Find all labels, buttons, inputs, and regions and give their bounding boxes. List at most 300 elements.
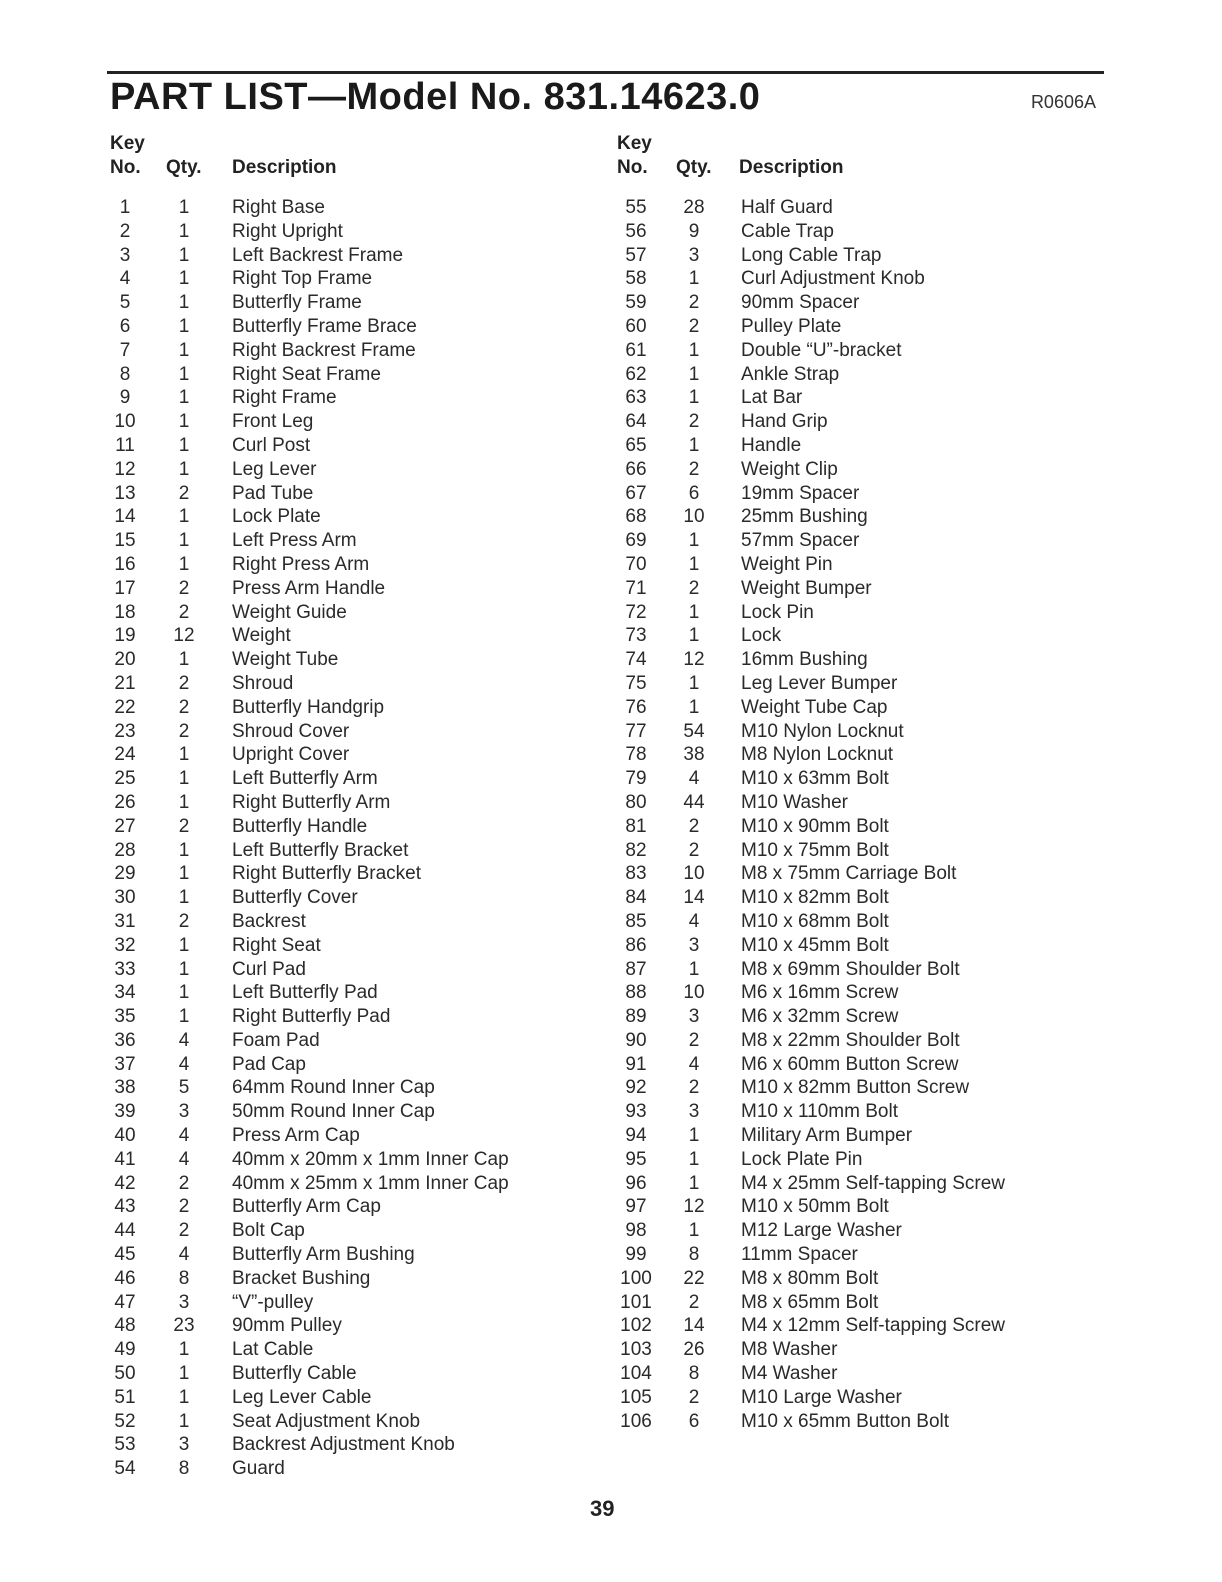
part-description: Long Cable Trap bbox=[741, 244, 882, 266]
part-key-no: 52 bbox=[114, 1410, 136, 1432]
part-key-no: 5 bbox=[119, 292, 131, 314]
part-qty: 1 bbox=[688, 1125, 700, 1147]
part-key-no: 73 bbox=[625, 625, 647, 647]
part-qty: 2 bbox=[688, 458, 700, 480]
no-header-label: No. bbox=[110, 157, 141, 178]
part-description: 64mm Round Inner Cap bbox=[232, 1077, 435, 1099]
part-description: M12 Large Washer bbox=[741, 1220, 902, 1242]
part-key-no: 35 bbox=[114, 1006, 136, 1028]
part-qty: 8 bbox=[178, 1267, 190, 1289]
part-qty: 5 bbox=[178, 1077, 190, 1099]
part-description: Double “U”-bracket bbox=[741, 339, 902, 361]
part-description: “V”-pulley bbox=[232, 1291, 314, 1313]
part-key-no: 55 bbox=[625, 197, 647, 218]
part-qty: 2 bbox=[688, 815, 700, 837]
part-key-no: 48 bbox=[114, 1315, 136, 1337]
part-key-no: 72 bbox=[625, 601, 647, 623]
part-key-no: 104 bbox=[620, 1363, 652, 1385]
part-description: Left Butterfly Pad bbox=[232, 982, 378, 1004]
part-key-no: 38 bbox=[114, 1077, 136, 1099]
part-key-no: 28 bbox=[114, 839, 136, 861]
part-key-no: 51 bbox=[114, 1386, 136, 1408]
part-key-no: 4 bbox=[119, 268, 131, 290]
part-qty: 2 bbox=[178, 601, 190, 623]
part-qty: 6 bbox=[688, 1410, 700, 1432]
part-key-no: 103 bbox=[620, 1339, 652, 1361]
part-qty: 1 bbox=[688, 958, 700, 980]
part-description: M10 x 65mm Button Bolt bbox=[741, 1410, 950, 1432]
part-key-no: 79 bbox=[625, 768, 647, 790]
part-description: Seat Adjustment Knob bbox=[232, 1410, 421, 1432]
part-description: M8 Nylon Locknut bbox=[741, 744, 894, 766]
part-description: Right Backrest Frame bbox=[232, 339, 416, 361]
part-description: M10 Nylon Locknut bbox=[741, 720, 904, 742]
part-description: Butterfly Handle bbox=[232, 815, 368, 837]
part-key-no: 37 bbox=[114, 1053, 136, 1075]
part-key-no: 16 bbox=[114, 553, 136, 575]
part-description: Left Butterfly Bracket bbox=[232, 839, 409, 861]
part-qty: 4 bbox=[178, 1053, 190, 1075]
part-qty: 3 bbox=[688, 1101, 700, 1123]
part-description: Foam Pad bbox=[232, 1029, 320, 1051]
part-key-no: 27 bbox=[114, 815, 136, 837]
part-qty: 4 bbox=[178, 1029, 190, 1051]
part-description: Upright Cover bbox=[232, 744, 350, 766]
part-key-no: 6 bbox=[119, 315, 131, 337]
part-description: 40mm x 20mm x 1mm Inner Cap bbox=[232, 1148, 509, 1170]
part-description: M8 x 69mm Shoulder Bolt bbox=[741, 958, 960, 980]
part-description: Weight Bumper bbox=[741, 577, 872, 599]
part-qty: 1 bbox=[178, 530, 190, 552]
part-description: M10 Washer bbox=[741, 791, 848, 813]
part-key-no: 67 bbox=[625, 482, 647, 504]
part-description: Weight Tube bbox=[232, 649, 339, 671]
qty-header: Qty. bbox=[166, 157, 202, 178]
part-description: M8 x 80mm Bolt bbox=[741, 1267, 879, 1289]
part-qty: 1 bbox=[178, 411, 190, 433]
part-description: Lock bbox=[741, 625, 782, 647]
part-qty: 10 bbox=[683, 982, 705, 1004]
part-qty: 14 bbox=[683, 887, 705, 909]
part-key-no: 17 bbox=[114, 577, 136, 599]
part-description: Right Top Frame bbox=[232, 268, 373, 290]
part-description: Lock Plate Pin bbox=[741, 1148, 863, 1170]
part-description: Military Arm Bumper bbox=[741, 1125, 913, 1147]
part-description: Butterfly Cable bbox=[232, 1363, 357, 1385]
part-qty: 1 bbox=[178, 268, 190, 290]
part-key-no: 87 bbox=[625, 958, 647, 980]
part-qty: 1 bbox=[178, 1363, 190, 1385]
part-qty: 2 bbox=[688, 1291, 700, 1313]
part-description: Press Arm Cap bbox=[232, 1125, 360, 1147]
part-qty: 2 bbox=[178, 815, 190, 837]
part-qty: 1 bbox=[178, 839, 190, 861]
part-description: Backrest Adjustment Knob bbox=[232, 1434, 455, 1456]
part-key-no: 96 bbox=[625, 1172, 647, 1194]
part-description: Curl Post bbox=[232, 434, 311, 456]
key-header-label: Key bbox=[617, 133, 652, 154]
part-key-no: 74 bbox=[625, 649, 647, 671]
part-key-no: 68 bbox=[625, 506, 647, 528]
part-key-no: 71 bbox=[625, 577, 647, 599]
part-description: Right Seat Frame bbox=[232, 363, 381, 385]
part-description: Curl Pad bbox=[232, 958, 306, 980]
part-key-no: 2 bbox=[119, 220, 131, 242]
part-key-no: 10 bbox=[114, 411, 136, 433]
part-qty: 1 bbox=[178, 197, 190, 218]
part-description: M10 x 82mm Bolt bbox=[741, 887, 889, 909]
part-key-no: 101 bbox=[620, 1291, 652, 1313]
part-key-no: 62 bbox=[625, 363, 647, 385]
part-qty: 10 bbox=[683, 506, 705, 528]
part-qty: 1 bbox=[688, 530, 700, 552]
part-key-no: 70 bbox=[625, 553, 647, 575]
part-description: Butterfly Frame Brace bbox=[232, 315, 417, 337]
part-qty: 1 bbox=[688, 1148, 700, 1170]
part-description: Shroud Cover bbox=[232, 720, 350, 742]
part-description: Right Frame bbox=[232, 387, 337, 409]
part-qty: 2 bbox=[688, 292, 700, 314]
part-qty: 1 bbox=[688, 601, 700, 623]
part-qty: 1 bbox=[688, 387, 700, 409]
part-qty: 28 bbox=[683, 197, 705, 218]
part-description: Butterfly Frame bbox=[232, 292, 362, 314]
part-qty: 1 bbox=[178, 1339, 190, 1361]
part-key-no: 85 bbox=[625, 910, 647, 932]
part-key-no: 34 bbox=[114, 982, 136, 1004]
part-description: Lat Cable bbox=[232, 1339, 314, 1361]
part-qty: 8 bbox=[688, 1363, 700, 1385]
part-key-no: 83 bbox=[625, 863, 647, 885]
part-description: Front Leg bbox=[232, 411, 314, 433]
part-qty: 1 bbox=[178, 292, 190, 314]
part-qty: 1 bbox=[178, 220, 190, 242]
description-header: Description bbox=[739, 157, 844, 178]
part-key-no: 20 bbox=[114, 649, 136, 671]
part-key-no: 13 bbox=[114, 482, 136, 504]
part-qty: 1 bbox=[178, 387, 190, 409]
part-qty: 2 bbox=[688, 1386, 700, 1408]
part-description: Right Base bbox=[232, 197, 325, 218]
part-qty: 1 bbox=[178, 934, 190, 956]
part-qty: 14 bbox=[683, 1315, 705, 1337]
part-description: 90mm Pulley bbox=[232, 1315, 342, 1337]
part-key-no: 54 bbox=[114, 1458, 136, 1480]
part-qty: 8 bbox=[688, 1244, 700, 1266]
part-key-no: 9 bbox=[119, 387, 131, 409]
part-qty: 10 bbox=[683, 863, 705, 885]
part-key-no: 15 bbox=[114, 530, 136, 552]
part-description: 25mm Bushing bbox=[741, 506, 868, 528]
part-qty: 3 bbox=[688, 1006, 700, 1028]
part-key-no: 100 bbox=[620, 1267, 652, 1289]
part-key-no: 43 bbox=[114, 1196, 136, 1218]
part-description: Handle bbox=[741, 434, 802, 456]
part-qty: 1 bbox=[178, 339, 190, 361]
part-description: Shroud bbox=[232, 672, 294, 694]
part-qty: 2 bbox=[178, 720, 190, 742]
part-qty: 2 bbox=[178, 672, 190, 694]
part-key-no: 66 bbox=[625, 458, 647, 480]
part-description: Butterfly Arm Bushing bbox=[232, 1244, 415, 1266]
part-key-no: 90 bbox=[625, 1029, 647, 1051]
part-qty: 1 bbox=[178, 744, 190, 766]
part-qty: 9 bbox=[688, 220, 700, 242]
part-qty: 6 bbox=[688, 482, 700, 504]
part-key-no: 41 bbox=[114, 1148, 136, 1170]
part-description: Weight Guide bbox=[232, 601, 347, 623]
part-description: Right Butterfly Arm bbox=[232, 791, 391, 813]
part-qty: 3 bbox=[178, 1291, 190, 1313]
part-key-no: 78 bbox=[625, 744, 647, 766]
part-description: M8 x 75mm Carriage Bolt bbox=[741, 863, 957, 885]
part-key-no: 94 bbox=[625, 1125, 647, 1147]
part-qty: 4 bbox=[688, 1053, 700, 1075]
part-description: Butterfly Cover bbox=[232, 887, 358, 909]
part-qty: 8 bbox=[178, 1458, 190, 1480]
part-key-no: 69 bbox=[625, 530, 647, 552]
part-qty: 1 bbox=[688, 1172, 700, 1194]
part-qty: 26 bbox=[683, 1339, 705, 1361]
part-key-no: 11 bbox=[115, 434, 135, 456]
part-description: M10 x 90mm Bolt bbox=[741, 815, 889, 837]
part-key-no: 29 bbox=[114, 863, 136, 885]
part-description: Leg Lever Bumper bbox=[741, 672, 898, 694]
part-qty: 1 bbox=[178, 982, 190, 1004]
part-description: 19mm Spacer bbox=[741, 482, 860, 504]
part-description: Right Press Arm bbox=[232, 553, 370, 575]
part-key-no: 80 bbox=[625, 791, 647, 813]
part-key-no: 24 bbox=[114, 744, 136, 766]
part-key-no: 32 bbox=[114, 934, 136, 956]
key-no-header bbox=[617, 132, 652, 180]
part-qty: 4 bbox=[178, 1125, 190, 1147]
part-description: M8 x 65mm Bolt bbox=[741, 1291, 879, 1313]
key-header-label: Key bbox=[110, 133, 145, 154]
part-qty: 1 bbox=[178, 553, 190, 575]
part-description: Butterfly Handgrip bbox=[232, 696, 385, 718]
part-description: M6 x 16mm Screw bbox=[741, 982, 899, 1004]
part-description: M10 x 45mm Bolt bbox=[741, 934, 889, 956]
part-key-no: 30 bbox=[114, 887, 136, 909]
part-qty: 2 bbox=[688, 1029, 700, 1051]
part-description: M10 x 82mm Button Screw bbox=[741, 1077, 970, 1099]
part-key-no: 45 bbox=[114, 1244, 136, 1266]
part-key-no: 25 bbox=[114, 768, 136, 790]
part-description: Weight Pin bbox=[741, 553, 833, 575]
part-key-no: 49 bbox=[114, 1339, 136, 1361]
part-description: Press Arm Handle bbox=[232, 577, 386, 599]
part-qty: 1 bbox=[178, 434, 190, 456]
part-qty: 12 bbox=[173, 625, 195, 647]
part-qty: 4 bbox=[178, 1244, 190, 1266]
part-key-no: 33 bbox=[114, 958, 136, 980]
part-qty: 1 bbox=[178, 887, 190, 909]
part-description: Right Butterfly Pad bbox=[232, 1006, 391, 1028]
part-qty: 1 bbox=[178, 1410, 190, 1432]
part-qty: 1 bbox=[178, 458, 190, 480]
part-key-no: 3 bbox=[119, 244, 131, 266]
part-key-no: 99 bbox=[625, 1244, 647, 1266]
part-description: Half Guard bbox=[741, 197, 833, 218]
part-qty: 44 bbox=[683, 791, 705, 813]
part-qty: 1 bbox=[178, 768, 190, 790]
part-key-no: 12 bbox=[114, 458, 136, 480]
part-key-no: 40 bbox=[114, 1125, 136, 1147]
part-description: Pulley Plate bbox=[741, 315, 842, 337]
part-key-no: 42 bbox=[114, 1172, 136, 1194]
part-key-no: 98 bbox=[625, 1220, 647, 1242]
description-header: Description bbox=[232, 157, 337, 178]
part-description: M4 x 12mm Self-tapping Screw bbox=[741, 1315, 1005, 1337]
part-qty: 2 bbox=[178, 1172, 190, 1194]
part-description: 16mm Bushing bbox=[741, 649, 868, 671]
part-qty: 54 bbox=[683, 720, 705, 742]
part-key-no: 97 bbox=[625, 1196, 647, 1218]
part-description: Leg Lever Cable bbox=[232, 1386, 372, 1408]
part-description: Ankle Strap bbox=[741, 363, 840, 385]
part-description: Butterfly Arm Cap bbox=[232, 1196, 381, 1218]
part-key-no: 93 bbox=[625, 1101, 647, 1123]
part-qty: 1 bbox=[178, 958, 190, 980]
part-qty: 1 bbox=[688, 1220, 700, 1242]
part-description: M4 Washer bbox=[741, 1363, 838, 1385]
part-description: M6 x 32mm Screw bbox=[741, 1006, 899, 1028]
part-key-no: 86 bbox=[625, 934, 647, 956]
part-description: Cable Trap bbox=[741, 220, 834, 242]
part-qty: 1 bbox=[178, 244, 190, 266]
part-description: Bracket Bushing bbox=[232, 1267, 371, 1289]
part-key-no: 76 bbox=[625, 696, 647, 718]
part-description: Left Butterfly Arm bbox=[232, 768, 378, 790]
part-key-no: 105 bbox=[620, 1386, 652, 1408]
part-qty: 2 bbox=[178, 1220, 190, 1242]
part-description: 90mm Spacer bbox=[741, 292, 860, 314]
part-key-no: 60 bbox=[625, 315, 647, 337]
part-description: M10 x 110mm Bolt bbox=[741, 1101, 898, 1123]
part-key-no: 95 bbox=[625, 1148, 647, 1170]
part-key-no: 31 bbox=[114, 910, 136, 932]
part-key-no: 89 bbox=[625, 1006, 647, 1028]
part-qty: 2 bbox=[178, 910, 190, 932]
no-header-label: No. bbox=[617, 157, 648, 178]
page-title: PART LIST—Model No. 831.14623.0 bbox=[110, 76, 761, 118]
part-description: M10 x 68mm Bolt bbox=[741, 910, 889, 932]
part-description: 40mm x 25mm x 1mm Inner Cap bbox=[232, 1172, 509, 1194]
part-key-no: 77 bbox=[625, 720, 647, 742]
part-description: Left Press Arm bbox=[232, 530, 357, 552]
part-description: M4 x 25mm Self-tapping Screw bbox=[741, 1172, 1005, 1194]
part-key-no: 22 bbox=[114, 696, 136, 718]
part-key-no: 64 bbox=[625, 411, 647, 433]
part-description: 11mm Spacer bbox=[741, 1244, 858, 1266]
part-key-no: 61 bbox=[625, 339, 647, 361]
part-qty: 1 bbox=[688, 672, 700, 694]
part-description: Weight Clip bbox=[741, 458, 838, 480]
part-key-no: 59 bbox=[625, 292, 647, 314]
part-qty: 1 bbox=[688, 339, 700, 361]
part-description: Right Upright bbox=[232, 220, 343, 242]
part-description: Lock Pin bbox=[741, 601, 814, 623]
part-description: 57mm Spacer bbox=[741, 530, 860, 552]
part-qty: 2 bbox=[688, 315, 700, 337]
part-key-no: 56 bbox=[625, 220, 647, 242]
part-qty: 1 bbox=[688, 434, 700, 456]
part-qty: 3 bbox=[688, 934, 700, 956]
qty-header: Qty. bbox=[676, 157, 712, 178]
part-key-no: 88 bbox=[625, 982, 647, 1004]
part-qty: 2 bbox=[178, 1196, 190, 1218]
part-qty: 3 bbox=[688, 244, 700, 266]
part-description: M8 Washer bbox=[741, 1339, 838, 1361]
part-key-no: 75 bbox=[625, 672, 647, 694]
part-qty: 4 bbox=[688, 768, 700, 790]
part-qty: 3 bbox=[178, 1101, 190, 1123]
part-key-no: 21 bbox=[114, 672, 136, 694]
part-qty: 1 bbox=[178, 791, 190, 813]
part-key-no: 23 bbox=[114, 720, 136, 742]
part-key-no: 50 bbox=[114, 1363, 136, 1385]
part-qty: 23 bbox=[173, 1315, 195, 1337]
part-qty: 1 bbox=[178, 506, 190, 528]
part-key-no: 63 bbox=[625, 387, 647, 409]
part-qty: 2 bbox=[688, 839, 700, 861]
part-description: Pad Cap bbox=[232, 1053, 306, 1075]
part-key-no: 57 bbox=[625, 244, 647, 266]
part-qty: 1 bbox=[688, 696, 700, 718]
part-key-no: 53 bbox=[114, 1434, 136, 1456]
part-key-no: 102 bbox=[620, 1315, 652, 1337]
part-description: M10 x 63mm Bolt bbox=[741, 768, 889, 790]
part-qty: 1 bbox=[688, 363, 700, 385]
part-description: Weight Tube Cap bbox=[741, 696, 888, 718]
part-qty: 1 bbox=[178, 1386, 190, 1408]
key-no-header bbox=[110, 132, 145, 180]
part-qty: 12 bbox=[683, 1196, 705, 1218]
part-key-no: 46 bbox=[114, 1267, 136, 1289]
part-description: M6 x 60mm Button Screw bbox=[741, 1053, 959, 1075]
part-description: Lock Plate bbox=[232, 506, 321, 528]
part-key-no: 39 bbox=[114, 1101, 136, 1123]
part-qty: 4 bbox=[178, 1148, 190, 1170]
part-qty: 22 bbox=[683, 1267, 705, 1289]
part-qty: 3 bbox=[178, 1434, 190, 1456]
part-description: Right Butterfly Bracket bbox=[232, 863, 422, 885]
part-qty: 2 bbox=[178, 696, 190, 718]
part-description: M10 Large Washer bbox=[741, 1386, 902, 1408]
part-key-no: 19 bbox=[114, 625, 136, 647]
part-qty: 1 bbox=[178, 315, 190, 337]
part-key-no: 47 bbox=[114, 1291, 136, 1313]
part-qty: 1 bbox=[178, 363, 190, 385]
part-key-no: 58 bbox=[625, 268, 647, 290]
part-qty: 2 bbox=[688, 411, 700, 433]
part-qty: 2 bbox=[688, 1077, 700, 1099]
part-description: Right Seat bbox=[232, 934, 321, 956]
part-qty: 1 bbox=[178, 863, 190, 885]
part-key-no: 8 bbox=[119, 363, 131, 385]
part-key-no: 84 bbox=[625, 887, 647, 909]
part-qty: 1 bbox=[688, 268, 700, 290]
part-qty: 1 bbox=[178, 1006, 190, 1028]
part-description: Hand Grip bbox=[741, 411, 828, 433]
part-description: Left Backrest Frame bbox=[232, 244, 404, 266]
part-key-no: 18 bbox=[114, 601, 136, 623]
part-description: Backrest bbox=[232, 910, 306, 932]
part-qty: 1 bbox=[688, 625, 700, 647]
part-key-no: 92 bbox=[625, 1077, 647, 1099]
part-qty: 1 bbox=[688, 553, 700, 575]
